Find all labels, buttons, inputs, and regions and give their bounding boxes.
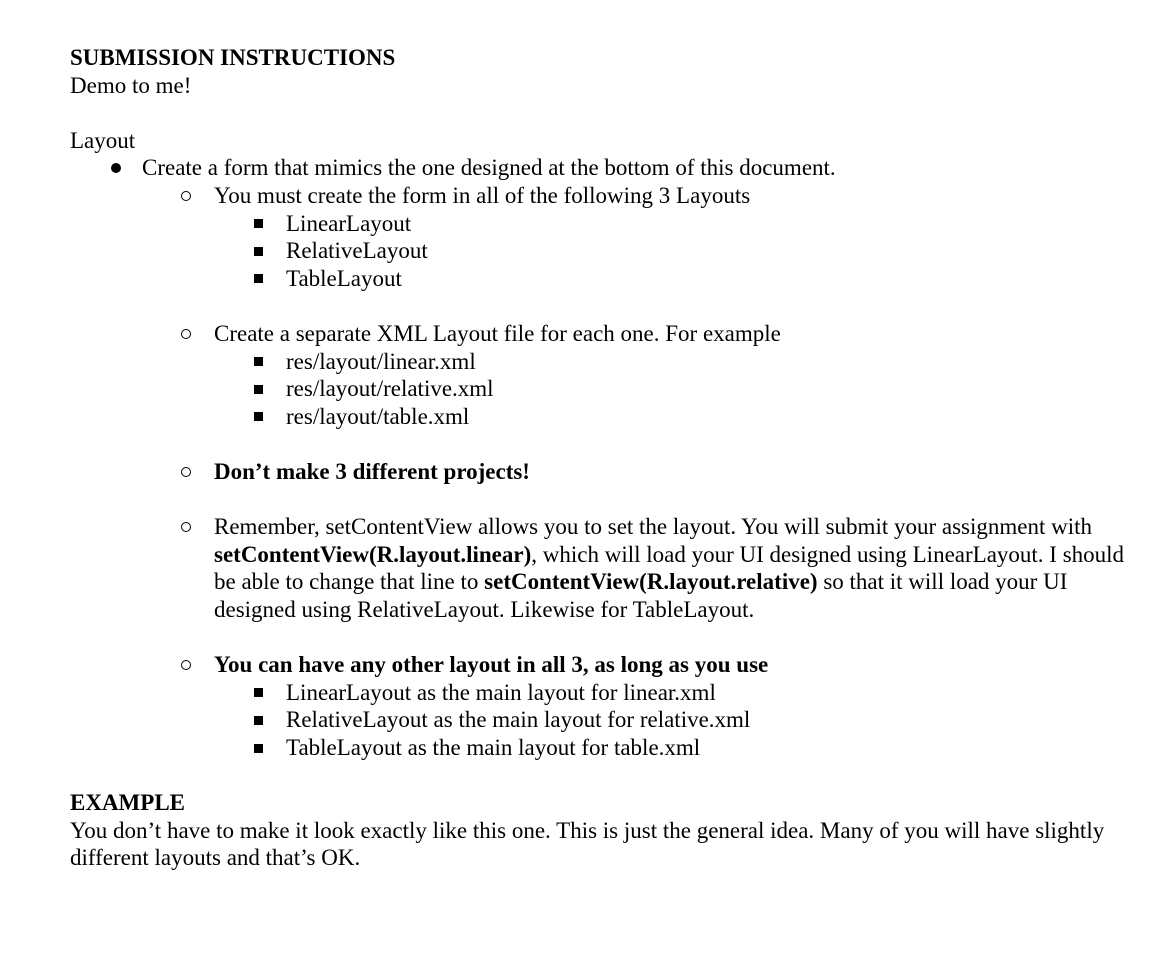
- bullet-square-icon: [246, 706, 270, 734]
- example-text: You don’t have to make it look exactly like this one. This is just the general idea. Many of you will have slightly different layouts and that’s OK.: [70, 817, 1105, 871]
- list-item: [70, 734, 1130, 762]
- bullet-square-icon: [246, 734, 270, 762]
- list-item: [70, 265, 1130, 293]
- bullet-square-icon: [246, 265, 270, 293]
- bullet-circle-icon: [174, 651, 198, 679]
- submission-heading: SUBMISSION INSTRUCTIONS: [70, 45, 396, 70]
- list-item: [70, 320, 1130, 348]
- spacer: [70, 761, 1130, 789]
- list-item: [70, 706, 1130, 734]
- spacer: [70, 486, 1130, 514]
- bullet-square-icon: [246, 210, 270, 238]
- remember-code-relative: setContentView(R.layout.relative): [484, 569, 818, 595]
- list-item-text: Don’t make 3 different projects!: [214, 458, 530, 484]
- remember-paragraph: [214, 513, 1130, 623]
- document-page: [70, 44, 1130, 872]
- spacer: [70, 292, 1130, 320]
- list-item-text: LinearLayout as the main layout for linear.xml: [286, 679, 716, 705]
- list-item-text: TableLayout: [286, 265, 402, 291]
- list-item-text: LinearLayout: [286, 210, 412, 236]
- bullet-circle-icon: [174, 513, 198, 541]
- layout-label: Layout: [70, 127, 136, 153]
- list-item-text: RelativeLayout: [286, 238, 428, 264]
- list-item: [70, 458, 1130, 486]
- bullet-circle-icon: [174, 458, 198, 486]
- bullet-square-icon: [246, 375, 270, 403]
- list-item: [70, 679, 1130, 707]
- list-item: [70, 210, 1130, 238]
- list-item: [70, 651, 1130, 679]
- remember-code-linear: setContentView(R.layout.linear): [214, 541, 532, 567]
- list-item: [70, 375, 1130, 403]
- bullet-circle-icon: [174, 320, 198, 348]
- list-item-text: You must create the form in all of the following 3 Layouts: [214, 182, 751, 208]
- list-item-text: res/layout/relative.xml: [286, 376, 494, 402]
- bullet-square-icon: [246, 679, 270, 707]
- list-item: [70, 513, 1130, 623]
- spacer: [70, 430, 1130, 458]
- spacer: [70, 99, 1130, 127]
- bullet-square-icon: [246, 348, 270, 376]
- bullet-square-icon: [246, 237, 270, 265]
- remember-text-2: , which will load your UI designed using LinearLayout. I should be able to change that line to: [214, 541, 1125, 595]
- list-item-text: res/layout/table.xml: [286, 403, 470, 429]
- list-item-text: res/layout/linear.xml: [286, 348, 476, 374]
- list-item: [70, 154, 1130, 182]
- bullet-circle-icon: [174, 182, 198, 210]
- submission-subtext: Demo to me!: [70, 72, 192, 98]
- list-item-text: Create a form that mimics the one designed at the bottom of this document.: [142, 155, 836, 181]
- list-item-text: Create a separate XML Layout file for each one. For example: [214, 320, 781, 346]
- list-item-text: RelativeLayout as the main layout for relative.xml: [286, 707, 751, 733]
- spacer: [70, 623, 1130, 651]
- list-item: [70, 403, 1130, 431]
- remember-text-3: so that it will load your UI designed using RelativeLayout. Likewise for TableLayout.: [214, 569, 1068, 622]
- list-item: [70, 237, 1130, 265]
- remember-text-1: Remember, setContentView allows you to set the layout. You will submit your assignment with: [214, 514, 1093, 540]
- list-item: [70, 348, 1130, 376]
- list-item-text: You can have any other layout in all 3, as long as you use: [214, 652, 769, 678]
- example-heading: EXAMPLE: [70, 790, 185, 816]
- bullet-square-icon: [246, 403, 270, 431]
- list-item: [70, 182, 1130, 210]
- list-item-text: TableLayout as the main layout for table.xml: [286, 734, 701, 760]
- bullet-disc-icon: [104, 154, 128, 182]
- layout-list: [70, 154, 1130, 761]
